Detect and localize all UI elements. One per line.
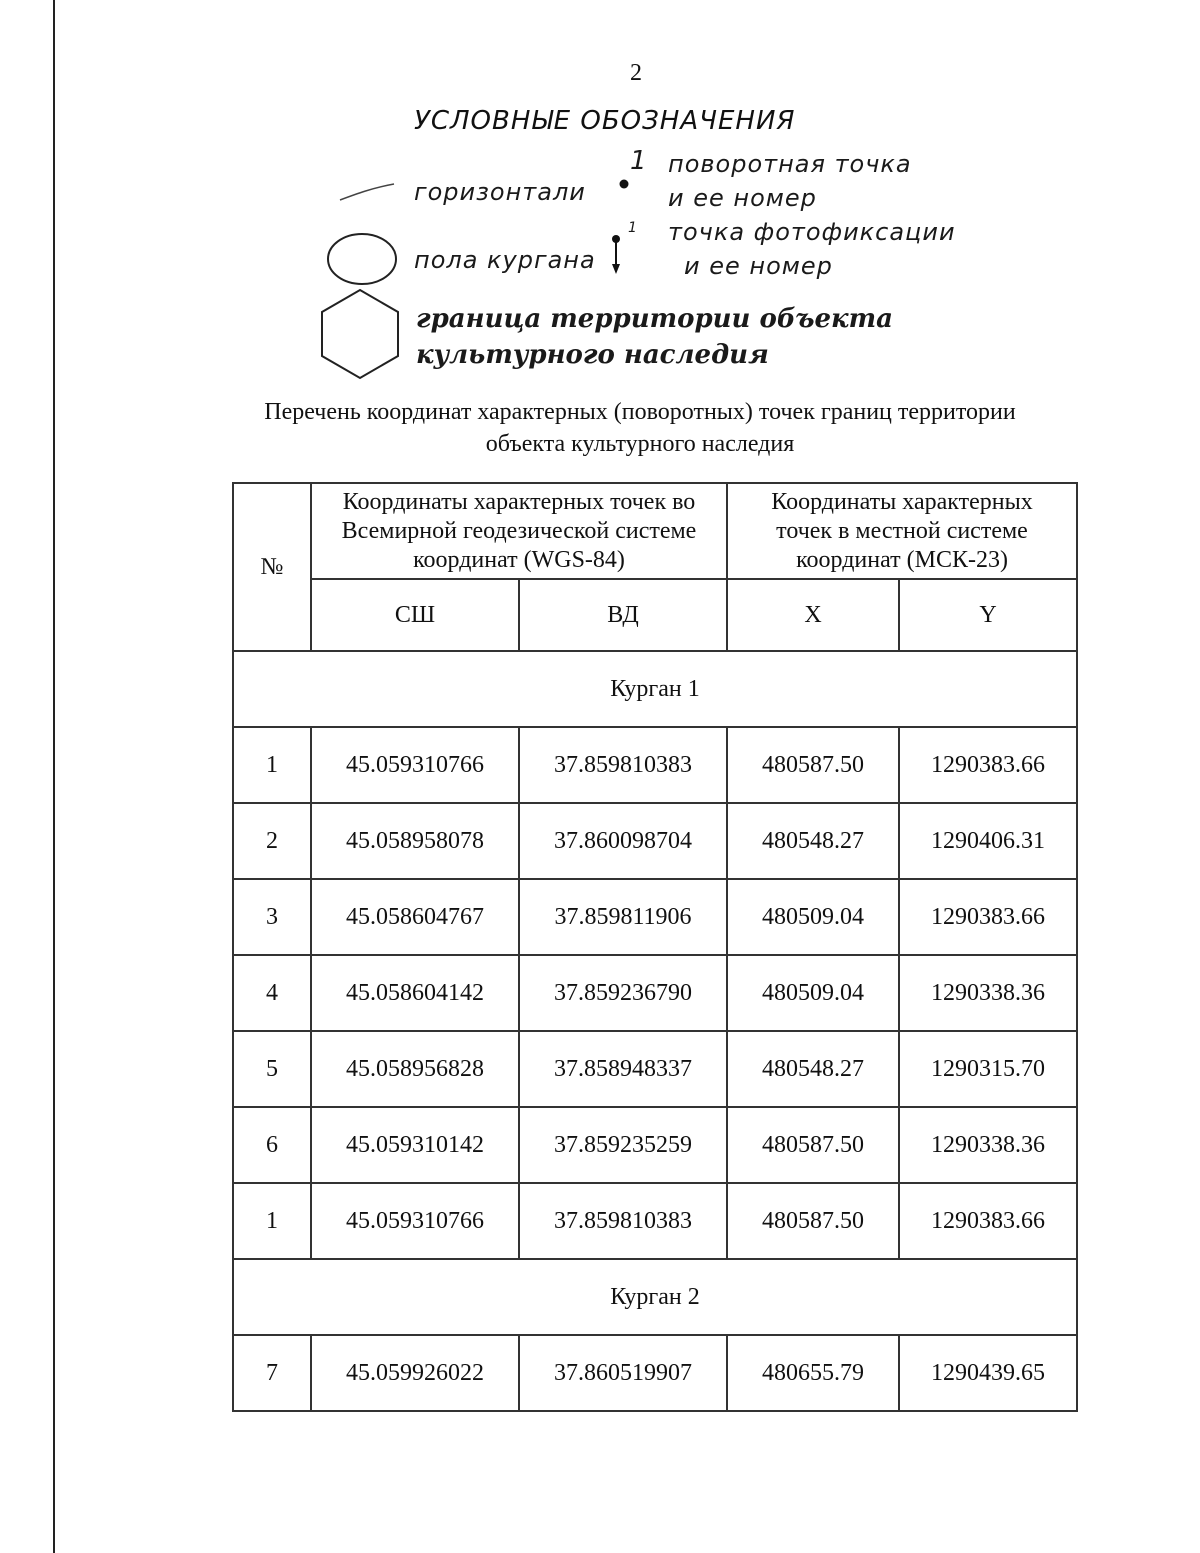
cell-lon: 37.859810383 [519, 727, 727, 803]
table-row [233, 727, 1077, 803]
cell-lon: 37.859810383 [519, 1183, 727, 1259]
photo-point-label-1: точка фотофиксации [668, 218, 956, 246]
section-title: Курган 1 [233, 651, 1077, 727]
col-lon-header: ВД [519, 579, 727, 651]
col-lat-header: СШ [311, 579, 519, 651]
cell-x: 480548.27 [727, 803, 899, 879]
page-margin-line [53, 0, 55, 1553]
cell-lat: 45.058604767 [311, 879, 519, 955]
table-row [233, 1031, 1077, 1107]
photo-point-number: 1 [628, 220, 638, 236]
cell-x: 480509.04 [727, 879, 899, 955]
cell-x: 480548.27 [727, 1031, 899, 1107]
cell-lon: 37.860519907 [519, 1335, 727, 1411]
cell-y: 1290406.31 [899, 803, 1077, 879]
cell-number: 1 [233, 727, 311, 803]
cell-lon: 37.859235259 [519, 1107, 727, 1183]
cell-lon: 37.860098704 [519, 803, 727, 879]
cell-number: 6 [233, 1107, 311, 1183]
coordinates-table [232, 482, 1078, 1412]
cell-lat: 45.058956828 [311, 1031, 519, 1107]
turning-point-label-2: и ее номер [668, 184, 817, 212]
table-row [233, 1335, 1077, 1411]
col-x-header: X [727, 579, 899, 651]
cell-y: 1290383.66 [899, 727, 1077, 803]
cell-lon: 37.858948337 [519, 1031, 727, 1107]
list-title-line2: объекта культурного наследия [485, 431, 795, 457]
ellipse-icon [326, 232, 398, 286]
cell-number: 5 [233, 1031, 311, 1107]
cell-lat: 45.059926022 [311, 1335, 519, 1411]
boundary-label-2: культурного наследия [416, 340, 769, 370]
list-title [200, 396, 1080, 460]
table-row [233, 1107, 1077, 1183]
section-title: Курган 2 [233, 1259, 1077, 1335]
cell-number: 2 [233, 803, 311, 879]
msk23-group-header [727, 483, 1077, 579]
cell-y: 1290338.36 [899, 1107, 1077, 1183]
msk23-header-line2: точек в местной системе [776, 517, 1028, 544]
cell-x: 480587.50 [727, 727, 899, 803]
contours-label: горизонтали [414, 178, 586, 206]
boundary-label-1: граница территории объекта [416, 304, 894, 334]
cell-y: 1290315.70 [899, 1031, 1077, 1107]
turning-point-number: 1 [630, 146, 648, 176]
cell-number: 4 [233, 955, 311, 1031]
cell-x: 480587.50 [727, 1107, 899, 1183]
cell-lat: 45.058604142 [311, 955, 519, 1031]
list-title-line1: Перечень координат характерных (поворотных) точек границ территории [264, 399, 1016, 425]
cell-lat: 45.059310766 [311, 727, 519, 803]
cell-lat: 45.059310142 [311, 1107, 519, 1183]
wgs84-header-line2: Всемирной геодезической системе [341, 517, 697, 544]
wgs84-header-line1: Координаты характерных точек во [342, 488, 696, 515]
mound-floor-label: пола кургана [414, 246, 596, 274]
table-row [233, 1183, 1077, 1259]
msk23-header-line3: координат (МСК-23) [796, 546, 1008, 573]
cell-lat: 45.058958078 [311, 803, 519, 879]
table-row [233, 955, 1077, 1031]
photo-point-icon [604, 230, 628, 280]
cell-lon: 37.859236790 [519, 955, 727, 1031]
cell-number: 1 [233, 1183, 311, 1259]
cell-x: 480587.50 [727, 1183, 899, 1259]
col-number-header: № [233, 483, 311, 651]
col-y-header: Y [899, 579, 1077, 651]
cell-number: 3 [233, 879, 311, 955]
cell-y: 1290383.66 [899, 1183, 1077, 1259]
table-row [233, 879, 1077, 955]
cell-x: 480509.04 [727, 955, 899, 1031]
cell-lon: 37.859811906 [519, 879, 727, 955]
hexagon-icon [318, 288, 402, 380]
wgs84-group-header [311, 483, 727, 579]
wgs84-header-line3: координат (WGS-84) [413, 546, 625, 573]
contour-line-icon [338, 180, 398, 204]
legend-title: УСЛОВНЫЕ ОБОЗНАЧЕНИЯ [414, 106, 796, 136]
turning-point-label-1: поворотная точка [668, 150, 912, 178]
cell-number: 7 [233, 1335, 311, 1411]
point-dot-icon [616, 176, 632, 192]
photo-point-label-2: и ее номер [684, 252, 833, 280]
cell-y: 1290338.36 [899, 955, 1077, 1031]
cell-y: 1290439.65 [899, 1335, 1077, 1411]
page-number: 2 [630, 60, 642, 86]
msk23-header-line1: Координаты характерных [771, 488, 1033, 515]
cell-lat: 45.059310766 [311, 1183, 519, 1259]
cell-x: 480655.79 [727, 1335, 899, 1411]
table-row [233, 803, 1077, 879]
cell-y: 1290383.66 [899, 879, 1077, 955]
